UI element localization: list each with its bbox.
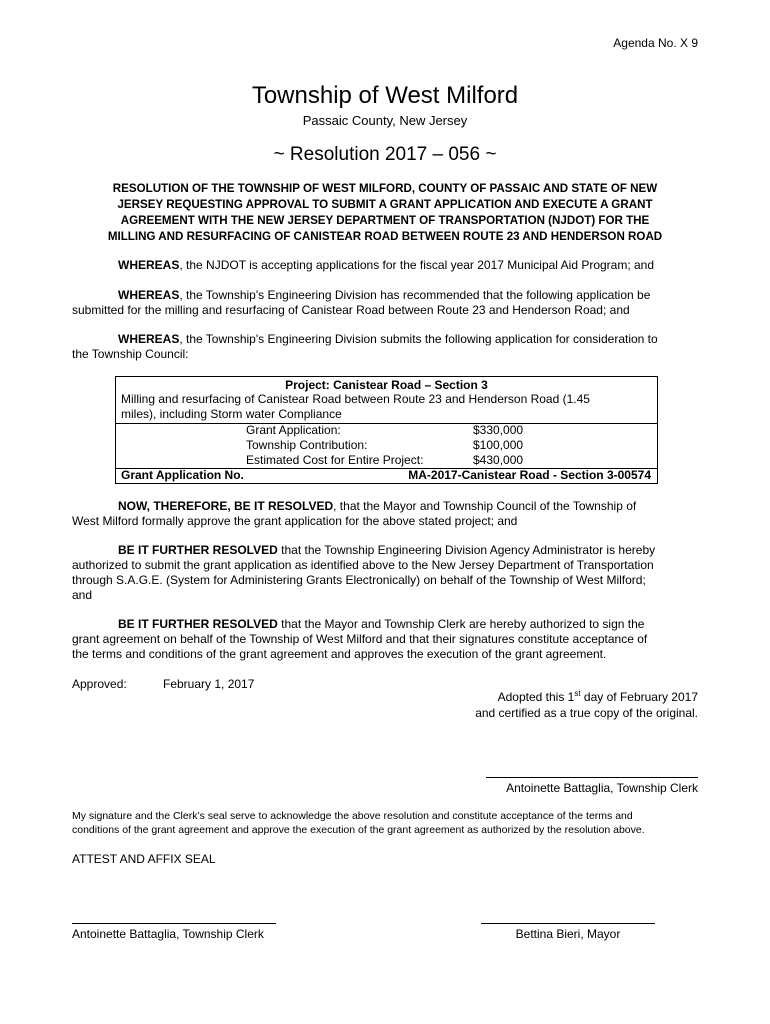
cost-label: Grant Application: <box>246 423 341 437</box>
clerk-bottom-signature-name: Antoinette Battaglia, Township Clerk <box>72 927 264 941</box>
whereas-lead: WHEREAS <box>118 258 180 272</box>
cost-amount: $430,000 <box>473 453 524 467</box>
whereas-text: , the Township's Engineering Division has recommended that the following application be <box>179 288 651 302</box>
whereas-paragraph-2 <box>72 288 702 318</box>
project-description <box>121 392 652 422</box>
heading-line: JERSEY REQUESTING APPROVAL TO SUBMIT A GRANT APPLICATION AND EXECUTE A GRANT <box>117 198 653 211</box>
grant-application-number: MA-2017-Canistear Road - Section 3-00574 <box>408 468 651 482</box>
cost-amount: $100,000 <box>473 438 524 452</box>
resolved-paragraph-1 <box>72 499 702 529</box>
resolved-lead: BE IT FURTHER RESOLVED <box>118 543 278 557</box>
resolved-text: that the Mayor and Township Clerk are hereby authorized to sign the <box>277 617 645 631</box>
clerk-signature-name: Antoinette Battaglia, Township Clerk <box>506 781 698 795</box>
acknowledgement-line: conditions of the grant agreement and approve the execution of the grant agreement as authorized by the resolution above. <box>72 824 645 836</box>
cost-row-total <box>246 453 524 467</box>
attest-label: ATTEST AND AFFIX SEAL <box>72 852 216 866</box>
acknowledgement-line: My signature and the Clerk’s seal serve to acknowledge the above resolution and constitute acceptance of the terms and <box>72 810 633 822</box>
clerk-bottom-signature-line <box>72 923 276 924</box>
heading-line: RESOLUTION OF THE TOWNSHIP OF WEST MILFORD, COUNTY OF PASSAIC AND STATE OF NEW <box>112 182 658 195</box>
heading-line: MILLING AND RESURFACING OF CANISTEAR ROAD BETWEEN ROUTE 23 AND HENDERSON ROAD <box>107 230 663 243</box>
whereas-text: the Township Council: <box>72 347 189 361</box>
resolved-lead: NOW, THEREFORE, BE IT RESOLVED <box>118 499 334 513</box>
mayor-signature-name: Bettina Bieri, Mayor <box>515 927 621 941</box>
adopted-text: day of February 2017 <box>580 690 698 704</box>
whereas-lead: WHEREAS <box>118 288 180 302</box>
resolved-text: grant agreement on behalf of the Township of West Milford and that their signatures constitute acceptance of <box>72 632 648 646</box>
whereas-text: , the Township's Engineering Division submits the following application for consideration to <box>179 332 658 346</box>
grant-application-label: Grant Application No. <box>121 468 244 482</box>
resolved-lead: BE IT FURTHER RESOLVED <box>118 617 278 631</box>
resolved-text: through S.A.G.E. (System for Administering Grants Electronically) on behalf of the Township of West Milford; <box>72 573 646 587</box>
approved-label: Approved: <box>72 677 127 691</box>
resolved-text: and <box>72 588 93 602</box>
project-description-line: miles), including Storm water Compliance <box>121 407 342 421</box>
resolved-text: that the Township Engineering Division Agency Administrator is hereby <box>277 543 656 557</box>
adopted-line <box>498 690 698 704</box>
heading-line: AGREEMENT WITH THE NEW JERSEY DEPARTMENT OF TRANSPORTATION (NJDOT) FOR THE <box>120 214 650 227</box>
resolution-number: ~ Resolution 2017 – 056 ~ <box>273 144 497 165</box>
resolved-paragraph-3 <box>72 617 702 662</box>
resolved-text: West Milford formally approve the grant application for the above stated project; and <box>72 514 518 528</box>
cost-label: Estimated Cost for Entire Project: <box>246 453 424 467</box>
adopted-text: Adopted this 1 <box>497 690 575 704</box>
agenda-number: Agenda No. X 9 <box>613 36 698 50</box>
resolved-text: authorized to submit the grant application as identified above to the New Jersey Department of Transportation <box>72 558 654 572</box>
resolved-text: the terms and conditions of the grant agreement and approves the execution of the grant agreement. <box>72 647 607 661</box>
whereas-paragraph-1 <box>72 258 702 273</box>
cost-amount: $330,000 <box>473 423 524 437</box>
resolution-heading <box>72 181 698 245</box>
cost-row-grant <box>246 423 524 437</box>
project-title: Project: Canistear Road – Section 3 <box>285 378 488 392</box>
project-description-line: Milling and resurfacing of Canistear Road between Route 23 and Henderson Road (1.45 <box>121 392 590 406</box>
whereas-text: submitted for the milling and resurfacing of Canistear Road between Route 23 and Henderson Road; and <box>72 303 630 317</box>
mayor-signature-line <box>481 923 655 924</box>
certified-line: and certified as a true copy of the original. <box>475 706 698 720</box>
resolved-paragraph-2 <box>72 543 702 603</box>
whereas-paragraph-3 <box>72 332 702 362</box>
page-title: Township of West Milford <box>251 82 519 109</box>
table-divider <box>116 423 657 424</box>
approved-date: February 1, 2017 <box>163 677 255 691</box>
whereas-text: , the NJDOT is accepting applications for the fiscal year 2017 Municipal Aid Program; and <box>179 258 655 272</box>
whereas-lead: WHEREAS <box>118 332 180 346</box>
cost-label: Township Contribution: <box>246 438 368 452</box>
page-subtitle: Passaic County, New Jersey <box>302 113 468 128</box>
cost-row-township <box>246 438 524 452</box>
ordinal-suffix: st <box>574 689 581 698</box>
clerk-signature-line <box>486 777 698 778</box>
resolved-text: , that the Mayor and Township Council of the Township of <box>333 499 637 513</box>
project-table <box>115 376 658 484</box>
